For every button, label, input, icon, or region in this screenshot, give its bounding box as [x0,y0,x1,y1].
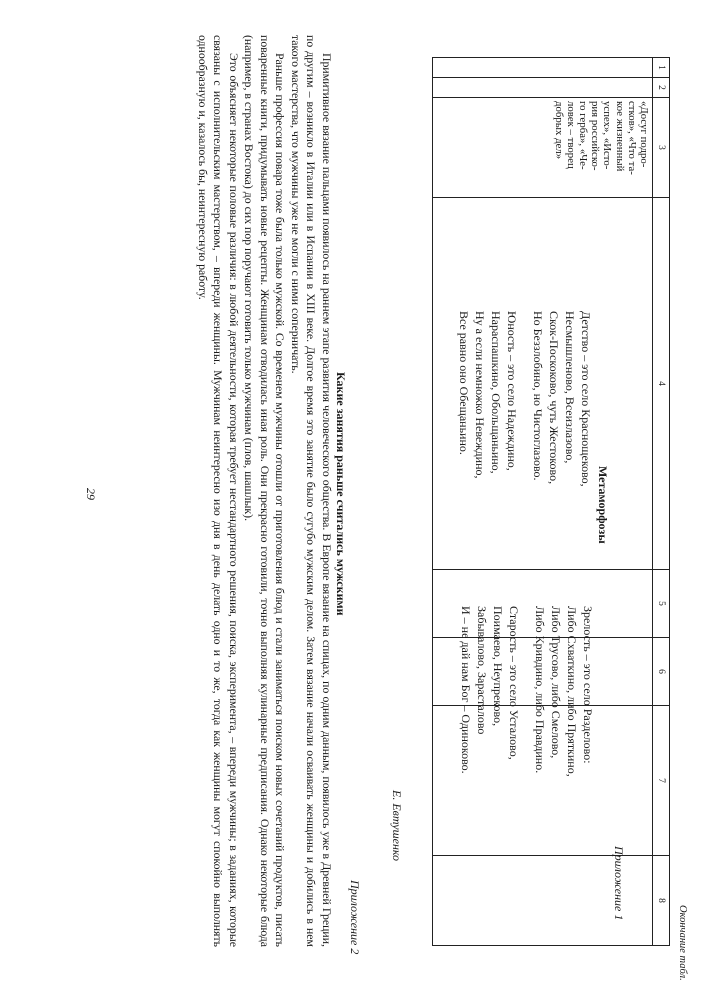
poem-line: Поимаево, Неупреково, [491,606,505,727]
topic-line: рия российско- [589,101,602,171]
poem-line: Либо Схваткино, либо Пряткино, [565,606,579,777]
poem-line: Старость – это село Усталово, [507,606,521,760]
table-header-row [653,58,670,946]
poem-line: Детство – это село Краснощеково, [579,311,593,487]
poem-line: Несмышленово, Всеизлазово, [563,311,577,464]
appendix-1-label: Приложение 1 [612,846,626,921]
table-cell [433,78,653,98]
poem-line: Зрелость – это село Разделово: [581,606,595,764]
table-header-cell: 2 [653,78,670,98]
poem-line: Но Беззлобино, но Чистоглазово. [531,311,545,481]
poem-left-column [456,311,594,487]
topic-line: стков», «Что та- [625,101,638,175]
paragraph: Примитивное вязание пальцами появилось на раннем этапе развития человеческого общества. В Европе вязание на спицах, по одним данным, появилось уже в Древней Греции, по другим – возникло в Италии или в Испании в XIII веке. Долгое время это занятие было сугубо мужским делом. Затем вязание начали осваивать женщины и добились в нем такого мастерства, что мужчины уже не могли с ними соперничать. [289,35,334,947]
poem-line: Юность – это село Надеждино, [505,311,519,471]
table-header-cell: 6 [653,638,670,706]
table-header-cell: 4 [653,198,670,570]
poem-line: Ну а если немножко Невеждино, [473,311,487,479]
topic-line: «Досуг подро- [638,101,650,168]
poem-title: Метаморфозы [596,466,610,544]
poem-line: Либо Кривдино, либо Правдино. [533,606,547,774]
poem-line: Либо Трусово, либо Смелово, [549,606,563,759]
table-continuation-caption: Окончание табл. [677,905,688,981]
poem-right-column [458,606,596,777]
prose-body [195,35,335,947]
poem-line: И – не дай нам Бог – Одиноково. [459,606,473,774]
paragraph: Раньше профессия повара тоже была только мужской. Со временем мужчины отошли от приготовления блюд и стали заниматься поиском новых сочетаний продуктов, писать поваренные книги, придумывать новые рецепты. Женщинам отводилась иная роль. Они прекрасно готовили, точно выполняя кулинарные предписания. Однако некоторые блюда (например, в странах Востока) до сих пор поручают готовить только мужчинам (плов, шашлык). [242,35,288,947]
poem-line: Забывалово, Зарасталово [475,606,489,735]
table-header-cell: 5 [653,570,670,638]
table-header-cell: 1 [653,58,670,78]
page-number: 29 [84,488,98,500]
paragraph: Это объясняет некоторые половые различия: в любой деятельности, которая требует нестандартного решения, поиска, эксперимента, – впереди мужчины; в заданиях, которые связаны с исполнительским мастерством, – впереди женщины. Мужчинам неинтересно изо дня в день делать одно и то же, тогда как женщины могут спокойно выполнять однообразную и, казалось бы, неинтересную работу. [196,35,241,947]
table-header-cell: 8 [653,856,670,946]
appendix-2-label: Приложение 2 [348,880,362,955]
table-header-cell: 3 [653,98,670,198]
continued-table [432,57,670,946]
poem-line: Нараспашкино, Обольщаньино, [489,311,503,474]
poem-line: Все равно оно Обещаньино. [457,311,471,455]
section-title: Какие занятия раньше считались мужскими [334,372,348,616]
poem-line: Скок-Поскоково, чуть Жестоково, [547,311,561,485]
table-cell [433,58,653,78]
topic-line: го герба», «Че- [576,101,589,170]
poem-author: Е. Евтушенко [390,790,404,862]
table-header-cell: 7 [653,706,670,856]
table-cell-topics [433,98,653,198]
table-row [433,58,653,946]
topic-line: ловек – творец [564,101,577,169]
topic-line: добрых дел» [552,101,565,160]
topic-line: кое жизненный [613,101,626,172]
topic-line: успех», «Исто- [601,101,614,170]
